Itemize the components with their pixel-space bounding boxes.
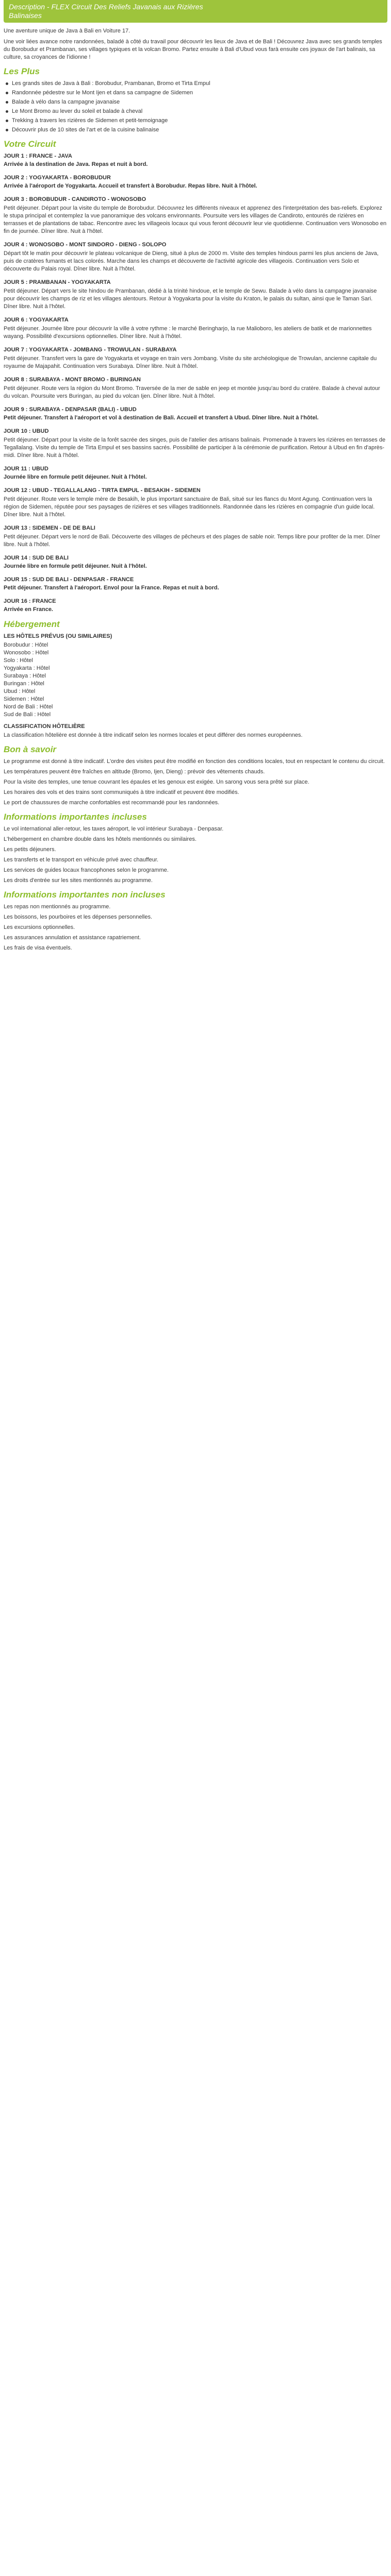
day-block (4, 406, 387, 422)
day-summary: Arrivée en France. (4, 606, 53, 613)
list-item: Les droits d'entrée sur les sites mentionnés au programme. (4, 877, 153, 884)
list-item: Le vol international aller-retour, les taxes aéroport, le vol intérieur Surabaya - Denpasar. (4, 826, 224, 832)
day-summary: Petit déjeuner. Transfert à l'aéroport. Envol pour la France. Repas et nuit à bord. (4, 585, 219, 591)
day-description: Petit déjeuner. Route vers le temple mère de Besakih, le plus important sanctuaire de Bali, situé sur les flancs du Mont Agung. Continuation vers la région de Sidemen, réputée pour ses paysages de rizières et ses villages traditionnels. Randonnée dans les rizières en compagnie d'un guide local. Dîner libre. Nuit à l'hôtel. (4, 496, 375, 518)
classification-title: CLASSIFICATION HÔTELIÈRE (4, 723, 85, 730)
list-item: Trekking à travers les rizières de Sidemen et petit-temoignage (6, 117, 387, 125)
list-item: Randonnée pédestre sur le Mont Ijen et dans sa campagne de Sidemen (6, 89, 387, 97)
list-item: Les repas non mentionnés au programme. (4, 904, 111, 910)
day-block (4, 241, 387, 273)
list-item: Les horaires des vols et des trains sont communiqués à titre indicatif et peuvent être modifiés. (4, 789, 239, 795)
day-description: Petit déjeuner. Départ pour la visite de la forêt sacrée des singes, puis de l'atelier des artisans balinais. Promenade à travers les rizières en terrasses de Tegallalang. Visite du temple de Tirta Empul et ses bassins sacrés. Possibilité de participer à la cérémonie de purification. Retour à Ubud en fin d'après-midi. Dîner libre. Nuit à l'hôtel. (4, 437, 386, 459)
day-block (4, 346, 387, 370)
classification-text: La classification hôtelière est donnée à titre indicatif selon les normes locales et peut différer des normes européennes. (4, 732, 303, 738)
day-summary: Journée libre en formule petit déjeuner. Nuit à l'hôtel. (4, 563, 147, 569)
list-item: Découvrir plus de 10 sites de l'art et de la cuisine balinaise (6, 126, 387, 134)
list-item: Les frais de visa éventuels. (4, 945, 72, 951)
day-summary: Petit déjeuner. Transfert à l'aéroport et vol à destination de Bali. Accueil et transfert à Ubud. Dîner libre. Nuit à l'hôtel. (4, 415, 319, 421)
hotel-item: Nord de Bali : Hôtel (4, 704, 53, 710)
day-title: JOUR 6 : YOGYAKARTA (4, 317, 69, 323)
day-title: JOUR 16 : FRANCE (4, 598, 56, 604)
list-item: Les températures peuvent être fraîches en altitude (Bromo, Ijen, Dieng) : prévoir des vêtements chauds. (4, 769, 265, 775)
title-banner (4, 0, 387, 23)
section-heading-les-plus: Les Plus (4, 66, 40, 76)
hotel-item: Borobudur : Hôtel (4, 642, 48, 648)
day-title: JOUR 7 : YOGYAKARTA - JOMBANG - TROWULAN - SURABAYA (4, 347, 177, 353)
day-title: JOUR 5 : PRAMBANAN - YOGYAKARTA (4, 279, 111, 285)
hotel-item: Solo : Hôtel (4, 657, 33, 664)
list-item: Les transferts et le transport en véhicule privé avec chauffeur. (4, 857, 159, 863)
list-item: Les services de guides locaux francophones selon le programme. (4, 867, 169, 873)
intro (4, 27, 387, 61)
section-heading-non-inclus: Informations importantes non incluses (4, 890, 166, 900)
hotel-item: Sud de Bali : Hôtel (4, 711, 51, 718)
list-item: Les grands sites de Java à Bali : Borobudur, Prambanan, Bromo et Tirta Empul (6, 80, 387, 88)
list-item: Balade à vélo dans la campagne javanaise (6, 98, 387, 106)
hotel-item: Buringan : Hôtel (4, 681, 44, 687)
day-block (4, 279, 387, 311)
list-item: Le Mont Bromo au lever du soleil et balade à cheval (6, 108, 387, 115)
intro-paragraph: Une aventure unique de Java à Bali en Voiture 17. (4, 28, 131, 34)
day-title: JOUR 8 : SURABAYA - MONT BROMO - BURINGAN (4, 377, 141, 383)
day-block (4, 152, 387, 168)
list-item: Les petits déjeuners. (4, 846, 56, 853)
intro-paragraph: Une voir liées avance notre randonnées, baladé à côté du travail pour découvrir les lieux de Java et de Bali ! Découvrez Java avec ses grands temples du Borobudur et Prambanan, ses villages typiques et la volcan Bromo. Partez ensuite à Bali d'Ubud vous farà ensuite ces joyaux de l'art balinais, sa culture, sa croyances de l'idionne ! (4, 39, 382, 60)
day-title: JOUR 11 : UBUD (4, 466, 48, 472)
section-heading-bon-a-savoir: Bon à savoir (4, 744, 57, 754)
hotel-item: Wonosobo : Hôtel (4, 650, 49, 656)
day-description: Petit déjeuner. Journée libre pour découvrir la ville à votre rythme : le marché Beringharjo, la rue Malioboro, les ateliers de batik et de marionnettes wayang. Possibilité d'excursions optionnelles. Dîner libre. Nuit à l'hôtel. (4, 326, 372, 340)
day-summary: Journée libre en formule petit déjeuner. Nuit à l'hôtel. (4, 474, 147, 480)
section-heading-infos-incluses: Informations importantes incluses (4, 812, 147, 822)
list-item: Les assurances annulation et assistance rapatriement. (4, 935, 141, 941)
day-block (4, 174, 387, 190)
day-title: JOUR 9 : SURABAYA - DENPASAR (BALI) - UBUD (4, 406, 137, 413)
day-block (4, 487, 387, 519)
non-inclus-list (4, 903, 387, 952)
day-block (4, 465, 387, 481)
hotels-subtitle: LES HÔTELS PRÉVUS (OU SIMILAIRES) (4, 633, 112, 639)
day-description: Petit déjeuner. Départ vers le nord de Bali. Découverte des villages de pêcheurs et des plages de sable noir. Temps libre pour profiter de la mer. Dîner libre. Nuit à l'hôtel. (4, 534, 380, 548)
page (0, 0, 391, 965)
day-description: Petit déjeuner. Transfert vers la gare de Yogyakarta et voyage en train vers Jombang. Visite du site archéologique de Trowulan, ancienne capitale du royaume de Majapahit. Continuation vers Surabaya. Dîner libre. Nuit à l'hôtel. (4, 355, 377, 369)
day-title: JOUR 4 : WONOSOBO - MONT SINDORO - DIENG - SOLOPO (4, 242, 167, 248)
page-title: Description - FLEX Circuit Des Reliefs Javanais aux Rizières (9, 3, 203, 11)
day-title: JOUR 15 : SUD DE BALI - DENPASAR - FRANCE (4, 577, 134, 583)
bon-a-savoir-list (4, 758, 387, 807)
hotel-item: Surabaya : Hôtel (4, 673, 46, 679)
section-heading-hebergement: Hébergement (4, 619, 60, 629)
day-block (4, 598, 387, 614)
day-description: Petit déjeuner. Départ vers le site hindou de Prambanan, dédié à la trinité hindoue, et le temple de Sewu. Balade à vélo dans la campagne javanaise pour découvrir les champs de riz et les villages alentours. Retour à Yogyakarta pour la visite du Kraton, le palais du sultan, ainsi que le Taman Sari. Dîner libre. Nuit à l'hôtel. (4, 288, 377, 310)
day-description: Petit déjeuner. Départ pour la visite du temple de Borobudur. Découvrez les différents niveaux et apprenez des l'interprétation des bas-reliefs. Explorez le stupa principal et contemplez la vue panoramique des volcans environnants. Poursuite vers les villages de Candiroto, entourés de rizières en terrasses et de plantations de tabac. Rencontre avec les villageois locaux qui vous feront découvrir leur vie quotidienne. Continuation vers Wonosobo en fin de journée. Dîner libre. Nuit à l'hôtel. (4, 205, 387, 234)
day-block (4, 576, 387, 592)
day-title: JOUR 2 : YOGYAKARTA - BOROBUDUR (4, 175, 111, 181)
list-item: L'hébergement en chambre double dans les hôtels mentionnés ou similaires. (4, 836, 197, 842)
day-title: JOUR 1 : FRANCE - JAVA (4, 153, 72, 159)
day-title: JOUR 10 : UBUD (4, 428, 49, 434)
list-item: Le programme est donné à titre indicatif. L'ordre des visites peut être modifié en fonction des conditions locales, tout en respectant le contenu du circuit. (4, 758, 385, 765)
day-summary: Arrivée à la destination de Java. Repas et nuit à bord. (4, 161, 148, 167)
list-item: Pour la visite des temples, une tenue couvrant les épaules et les genoux est exigée. Un sarong vous sera prêté sur place. (4, 779, 309, 785)
day-description: Petit déjeuner. Route vers la région du Mont Bromo. Traversée de la mer de sable en jeep et montée jusqu'au bord du cratère. Balade à cheval autour du volcan. Poursuite vers Buringan, au pied du volcan Ijen. Dîner libre. Nuit à l'hôtel. (4, 385, 380, 399)
day-block (4, 428, 387, 460)
les-plus-list (6, 80, 387, 134)
day-block (4, 376, 387, 400)
day-title: JOUR 3 : BOROBUDUR - CANDIROTO - WONOSOBO (4, 196, 146, 202)
day-block (4, 554, 387, 570)
hotel-item: Ubud : Hôtel (4, 688, 36, 694)
list-item: Le port de chaussures de marche confortables est recommandé pour les randonnées. (4, 800, 220, 806)
list-item: Les excursions optionnelles. (4, 924, 75, 930)
day-title: JOUR 12 : UBUD - TEGALLALANG - TIRTA EMPUL - BESAKIH - SIDEMEN (4, 487, 201, 494)
hotel-item: Sidemen : Hôtel (4, 696, 44, 702)
infos-list (4, 825, 387, 885)
day-block (4, 524, 387, 549)
day-block (4, 316, 387, 341)
day-title: JOUR 13 : SIDEMEN - DE DE BALI (4, 525, 95, 531)
page-title-continued: Balinaises (9, 11, 42, 20)
day-summary: Arrivée à l'aéroport de Yogyakarta. Accueil et transfert à Borobudur. Repas libre. Nuit à l'hôtel. (4, 183, 257, 189)
hotels-list (4, 641, 387, 719)
day-title: JOUR 14 : SUD DE BALI (4, 555, 69, 561)
day-description: Départ tôt le matin pour découvrir le plateau volcanique de Dieng, situé à plus de 2000 m. Visite des temples hindous parmi les plus anciens de Java, puis de cratères fumants et lacs colorés. Marche dans les champs et découverte de l'activité agricole des villageois. Continuation vers Solo et découverte du Palais royal. Dîner libre. Nuit à l'hôtel. (4, 250, 379, 272)
day-block (4, 196, 387, 235)
hotel-item: Yogyakarta : Hôtel (4, 665, 50, 671)
section-heading-circuit: Votre Circuit (4, 139, 56, 149)
list-item: Les boissons, les pourboires et les dépenses personnelles. (4, 914, 153, 920)
